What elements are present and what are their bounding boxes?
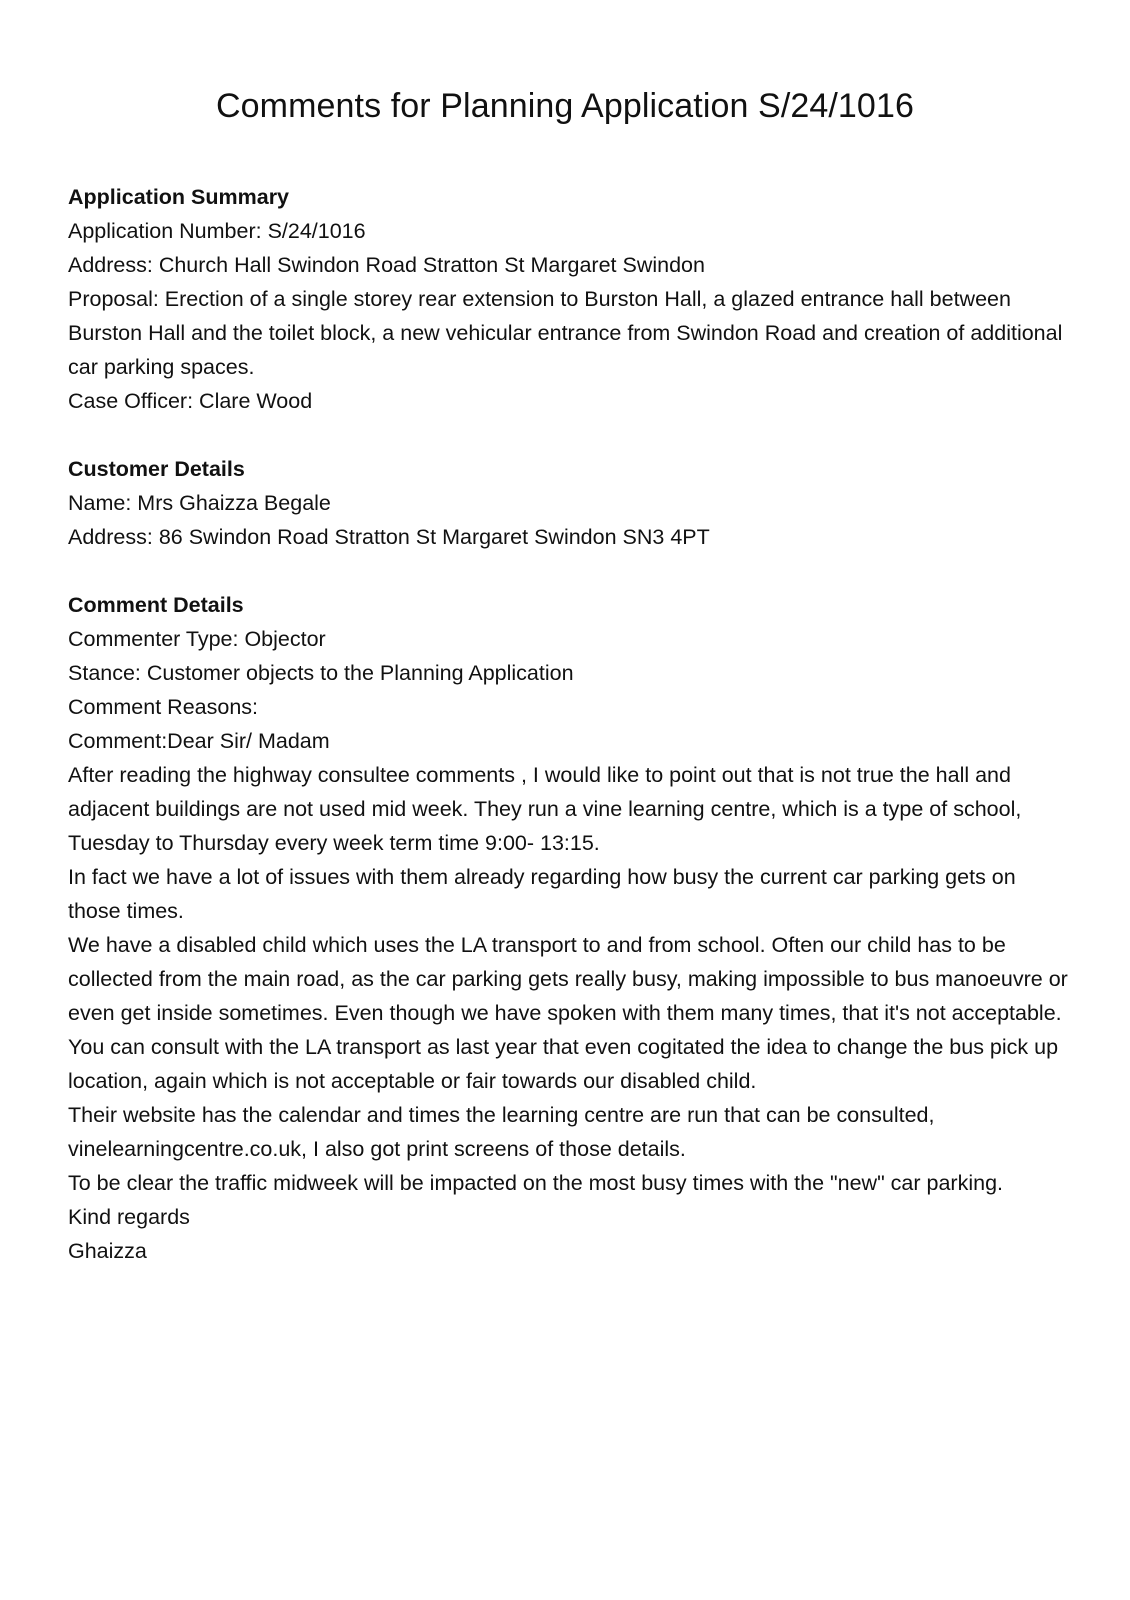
- application-number: Application Number: S/24/1016: [68, 219, 366, 243]
- application-summary-section: [68, 180, 1068, 418]
- commenter-type: Commenter Type: Objector: [68, 627, 326, 651]
- customer-details-section: [68, 452, 1068, 554]
- comment-opening: Comment:Dear Sir/ Madam: [68, 729, 330, 753]
- comment-paragraph: Their website has the calendar and times the learning centre are run that can be consulted, vinelearningcentre.co.uk, I also got print screens of those details.: [68, 1103, 935, 1161]
- document-content: [68, 180, 1068, 1302]
- customer-details-heading: Customer Details: [68, 457, 245, 481]
- comment-paragraph: After reading the highway consultee comments , I would like to point out that is not true the hall and adjacent buildings are not used mid week. They run a vine learning centre, which is a type of school, Tuesday to Thursday every week term time 9:00- 13:15.: [68, 763, 1022, 855]
- application-address: Address: Church Hall Swindon Road Stratton St Margaret Swindon: [68, 253, 705, 277]
- comment-paragraph: To be clear the traffic midweek will be impacted on the most busy times with the "new" car parking.: [68, 1171, 1004, 1195]
- comment-details-section: [68, 588, 1068, 1268]
- application-summary-heading: Application Summary: [68, 185, 290, 209]
- customer-name: Name: Mrs Ghaizza Begale: [68, 491, 331, 515]
- stance: Stance: Customer objects to the Planning Application: [68, 661, 574, 685]
- comment-closing: Kind regards: [68, 1205, 190, 1229]
- comment-reasons: Comment Reasons:: [68, 695, 258, 719]
- comment-paragraph: In fact we have a lot of issues with them already regarding how busy the current car parking gets on those times.: [68, 865, 1016, 923]
- application-proposal: Proposal: Erection of a single storey rear extension to Burston Hall, a glazed entrance hall between Burston Hall and the toilet block, a new vehicular entrance from Swindon Road and creation of additional car parking spaces.: [68, 287, 1063, 379]
- comment-paragraph: We have a disabled child which uses the LA transport to and from school. Often our child has to be collected from the main road, as the car parking gets really busy, making impossible to bus manoeuvre or even get inside sometimes. Even though we have spoken with them many times, that it's not acceptable.: [68, 933, 1068, 1025]
- comment-details-heading: Comment Details: [68, 593, 244, 617]
- comment-paragraph: You can consult with the LA transport as last year that even cogitated the idea to change the bus pick up location, again which is not acceptable or fair towards our disabled child.: [68, 1035, 1059, 1093]
- customer-address: Address: 86 Swindon Road Stratton St Margaret Swindon SN3 4PT: [68, 525, 710, 549]
- page-title: Comments for Planning Application S/24/1016: [216, 87, 914, 125]
- comment-signature: Ghaizza: [68, 1239, 147, 1263]
- case-officer: Case Officer: Clare Wood: [68, 389, 313, 413]
